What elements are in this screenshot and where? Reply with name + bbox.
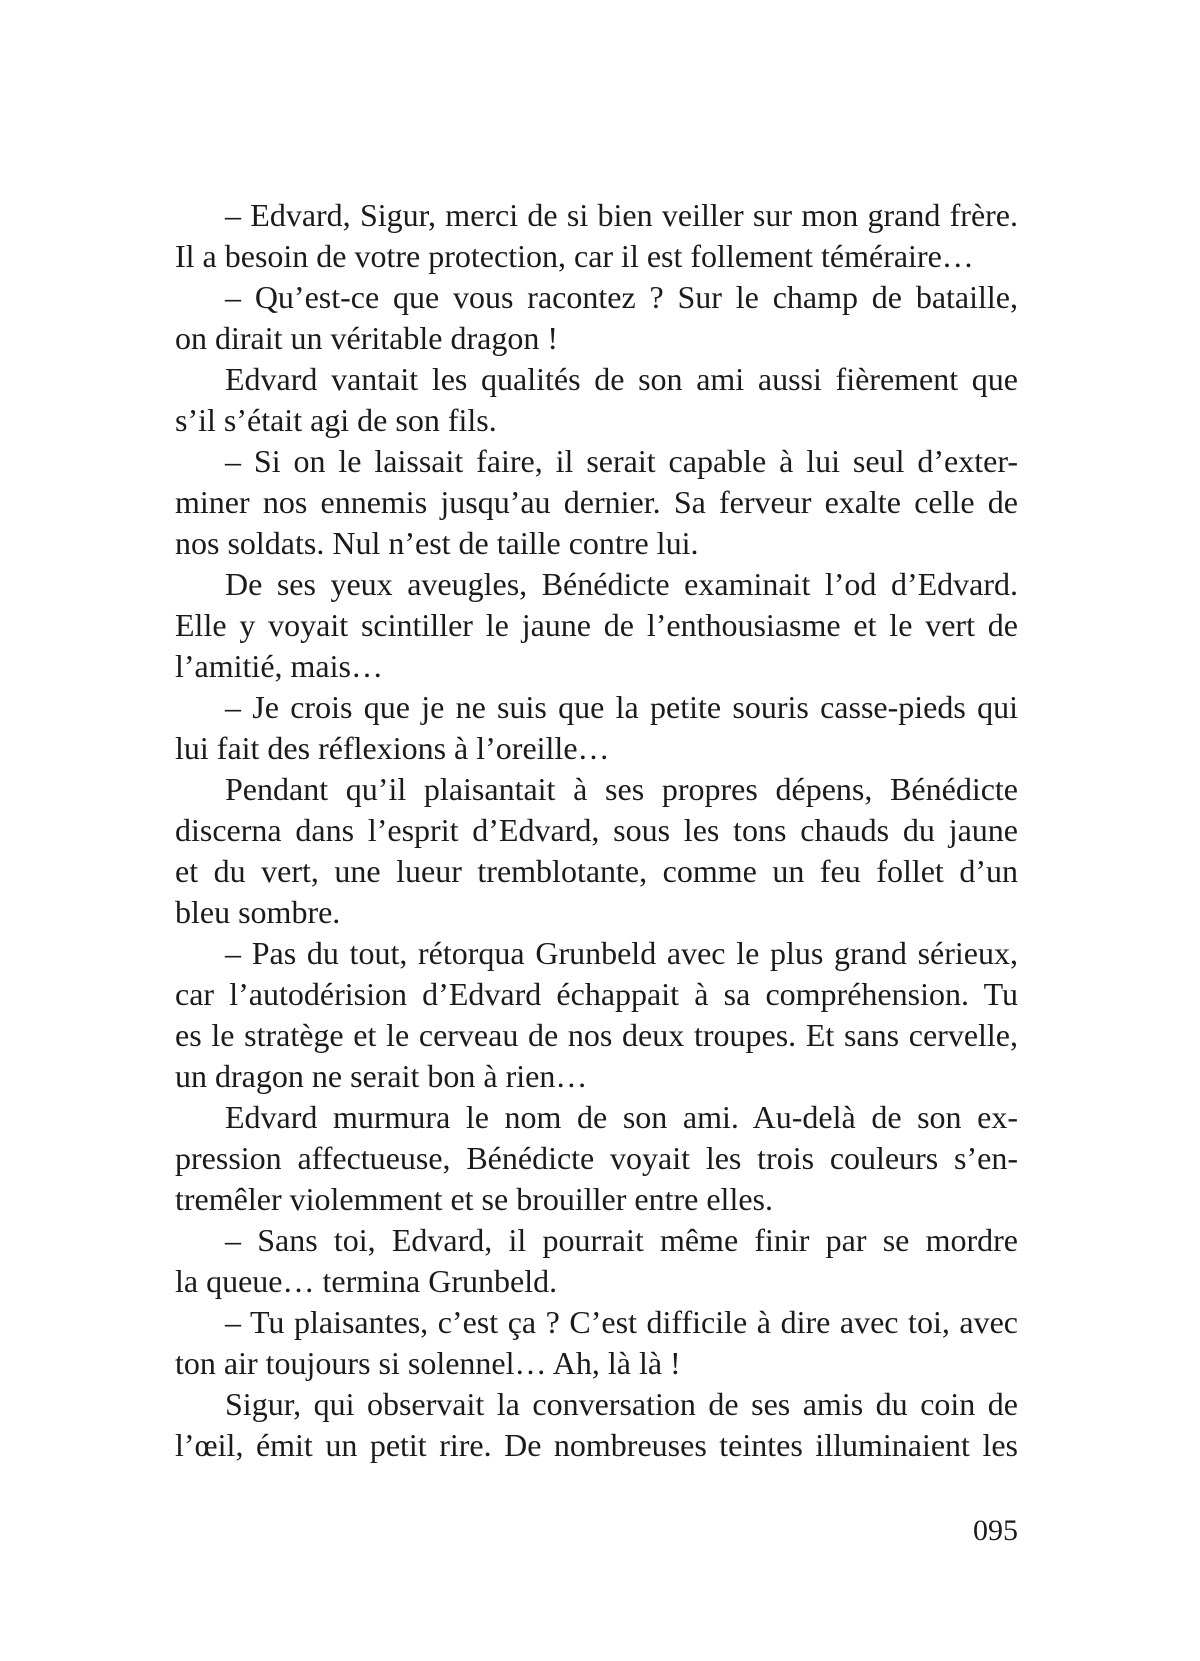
paragraph (175, 359, 1018, 441)
paragraph (175, 1384, 1018, 1466)
text-line: – Je crois que je ne suis que la petite souris casse-pieds qui (225, 689, 1018, 725)
text-line: un dragon ne serait bon à rien… (175, 1058, 588, 1094)
text-line: Il a besoin de votre protection, car il est follement téméraire… (175, 238, 974, 274)
text-line: – Qu’est-ce que vous racontez ? Sur le champ de bataille, (225, 279, 1018, 315)
paragraph (175, 1097, 1018, 1220)
text-line: – Sans toi, Edvard, il pourrait même finir par se mordre (225, 1222, 1018, 1258)
paragraph (175, 564, 1018, 687)
text-line: discerna dans l’esprit d’Edvard, sous les tons chauds du jaune (175, 812, 1018, 848)
text-line: – Si on le laissait faire, il serait capable à lui seul d’exter- (225, 443, 1018, 479)
text-line: Sigur, qui observait la conversation de ses amis du coin de (225, 1386, 1018, 1422)
text-line: Pendant qu’il plaisantait à ses propres dépens, Bénédicte (225, 771, 1018, 807)
text-line: s’il s’était agi de son fils. (175, 402, 497, 438)
text-line: tremêler violemment et se brouiller entre elles. (175, 1181, 773, 1217)
text-line: – Pas du tout, rétorqua Grunbeld avec le plus grand sérieux, (225, 935, 1018, 971)
text-line: De ses yeux aveugles, Bénédicte examinait l’od d’Edvard. (225, 566, 1018, 602)
text-line: – Edvard, Sigur, merci de si bien veiller sur mon grand frère. (225, 197, 1018, 233)
text-line: car l’autodérision d’Edvard échappait à sa compréhension. Tu (175, 976, 1018, 1012)
text-line: nos soldats. Nul n’est de taille contre lui. (175, 525, 699, 561)
paragraph (175, 1220, 1018, 1302)
paragraph (175, 195, 1018, 277)
text-line: Edvard vantait les qualités de son ami aussi fièrement que (225, 361, 1018, 397)
paragraph (175, 277, 1018, 359)
page-text (175, 195, 1018, 1466)
paragraph (175, 933, 1018, 1097)
text-line: es le stratège et le cerveau de nos deux troupes. Et sans cervelle, (175, 1017, 1018, 1053)
text-line: bleu sombre. (175, 894, 341, 930)
text-line: la queue… termina Grunbeld. (175, 1263, 558, 1299)
page-number: 095 (973, 1514, 1018, 1547)
text-line: lui fait des réflexions à l’oreille… (175, 730, 610, 766)
text-line: ton air toujours si solennel… Ah, là là ! (175, 1345, 681, 1381)
text-line: – Tu plaisantes, c’est ça ? C’est difficile à dire avec toi, avec (225, 1304, 1018, 1340)
text-line: miner nos ennemis jusqu’au dernier. Sa ferveur exalte celle de (175, 484, 1018, 520)
paragraph (175, 687, 1018, 769)
text-line: on dirait un véritable dragon ! (175, 320, 558, 356)
text-line: pression affectueuse, Bénédicte voyait les trois couleurs s’en- (175, 1140, 1018, 1176)
paragraph (175, 1302, 1018, 1384)
paragraph (175, 769, 1018, 933)
paragraph (175, 441, 1018, 564)
text-line: et du vert, une lueur tremblotante, comme un feu follet d’un (175, 853, 1018, 889)
text-line: l’œil, émit un petit rire. De nombreuses teintes illuminaient les (175, 1427, 1018, 1463)
text-line: l’amitié, mais… (175, 648, 383, 684)
text-line: Edvard murmura le nom de son ami. Au-delà de son ex- (225, 1099, 1018, 1135)
text-line: Elle y voyait scintiller le jaune de l’enthousiasme et le vert de (175, 607, 1018, 643)
